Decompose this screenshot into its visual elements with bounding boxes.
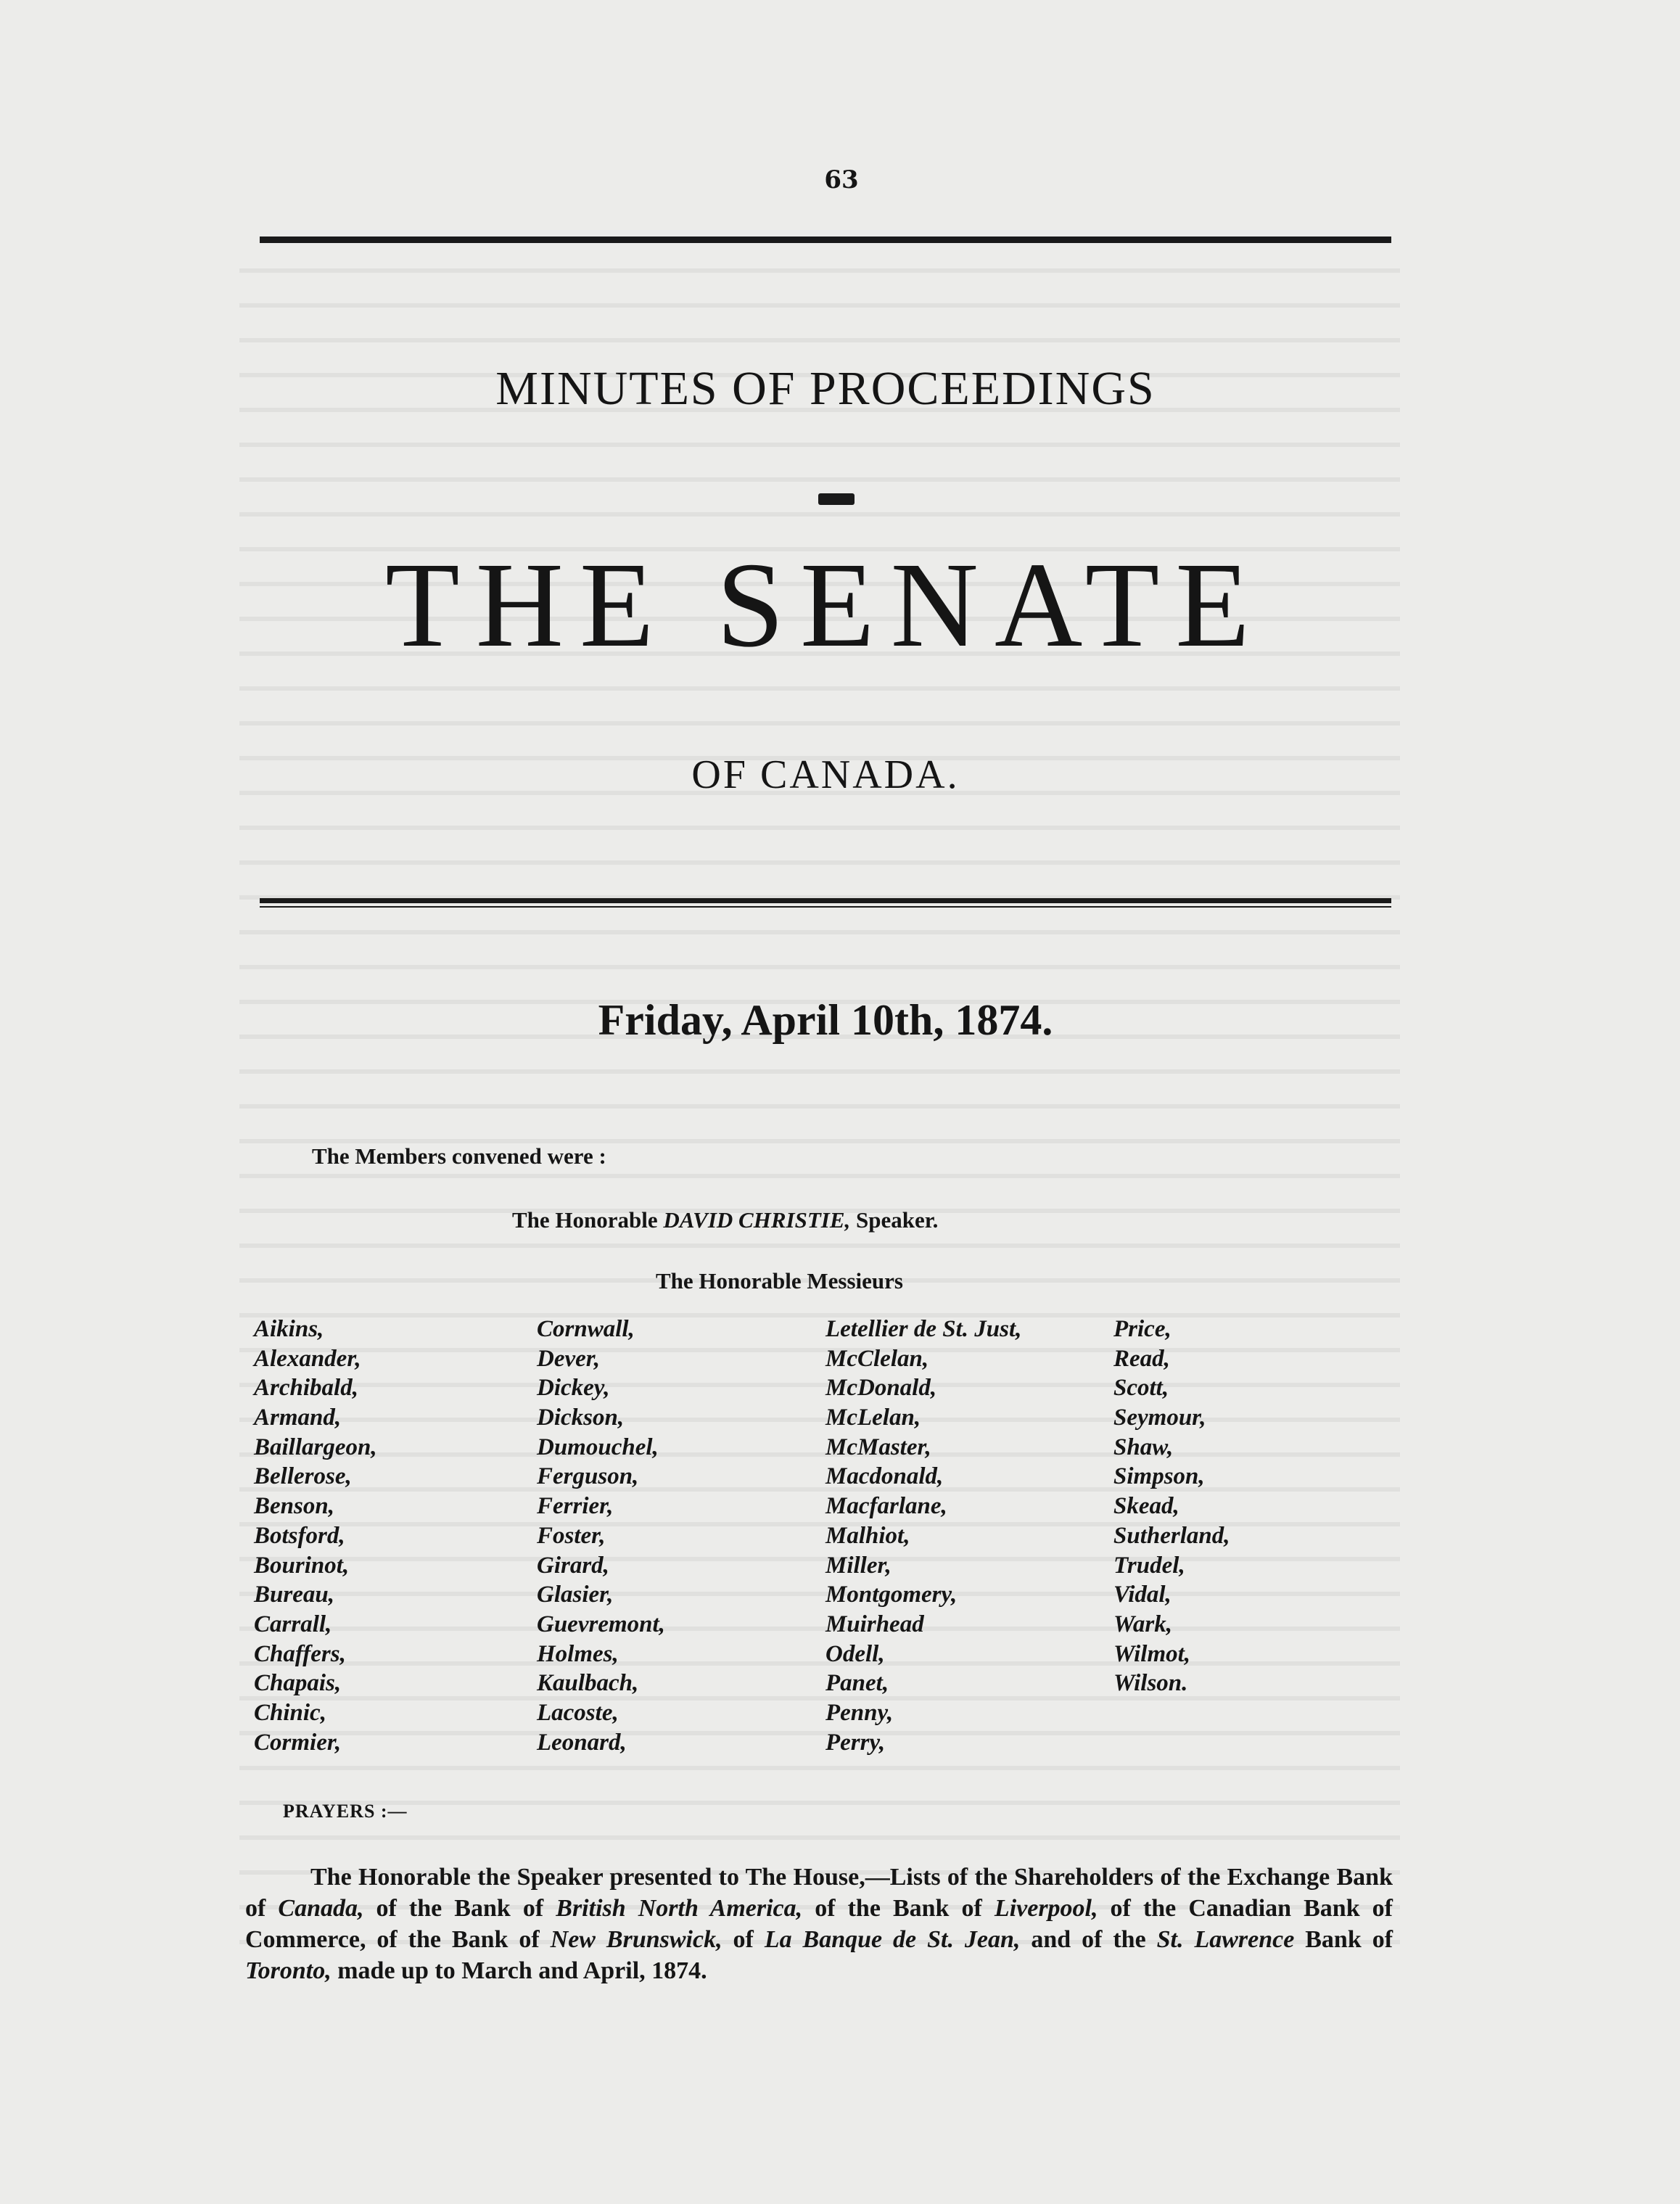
member-name: Simpson, [1113, 1463, 1205, 1490]
member-name: Perry, [825, 1729, 886, 1756]
page-number: 63 [824, 165, 859, 194]
paragraph-text: of the Bank of [802, 1895, 995, 1922]
member-name: Chapais, [254, 1670, 342, 1697]
member-name: Dickson, [537, 1405, 625, 1431]
member-name: Bureau, [254, 1582, 334, 1608]
member-name: Cornwall, [537, 1316, 635, 1342]
shareholders-paragraph [245, 1862, 1393, 1986]
session-date: Friday, April 10th, 1874. [598, 996, 1053, 1044]
members-convened-label: The Members convened were : [312, 1143, 606, 1169]
paragraph-italic: New Brunswick, [550, 1926, 722, 1953]
member-name: Wilson. [1113, 1670, 1188, 1697]
member-name: Alexander, [254, 1345, 361, 1372]
member-name: Price, [1113, 1316, 1172, 1342]
member-name: Baillargeon, [254, 1434, 377, 1460]
member-name: Dumouchel, [537, 1434, 659, 1460]
member-name: Sutherland, [1113, 1522, 1230, 1549]
member-name: Bellerose, [254, 1463, 352, 1490]
member-name: Panet, [825, 1670, 889, 1697]
messieurs-label: The Honorable Messieurs [656, 1268, 903, 1294]
paragraph-text: of [722, 1926, 765, 1953]
senate-heading: THE SENATE [385, 538, 1266, 673]
member-name: Chinic, [254, 1699, 326, 1726]
member-name: Holmes, [537, 1640, 619, 1667]
paragraph-text: Bank of [1294, 1926, 1393, 1953]
member-name: Odell, [825, 1640, 885, 1667]
paragraph-italic: Liverpool, [994, 1895, 1098, 1922]
member-name: Shaw, [1113, 1434, 1174, 1460]
member-name: Wilmot, [1113, 1640, 1191, 1667]
members-column-3 [825, 1315, 1021, 1757]
member-name: Skead, [1113, 1493, 1179, 1520]
member-name: McClelan, [825, 1345, 929, 1372]
member-name: Montgomery, [825, 1582, 958, 1608]
speaker-line [512, 1207, 938, 1233]
member-name: Leonard, [537, 1729, 627, 1756]
speaker-prefix: The Honorable [512, 1207, 664, 1233]
member-name: Benson, [254, 1493, 334, 1520]
member-name: Read, [1113, 1345, 1170, 1372]
member-name: Ferguson, [537, 1463, 639, 1490]
minutes-heading: MINUTES OF PROCEEDINGS [495, 362, 1156, 415]
paragraph-text: of the Canadian Bank of Commerce, of the Bank of [245, 1895, 1393, 1953]
paragraph-italic: Canada, [278, 1895, 364, 1922]
paragraph-text: made up to March and April, 1874. [331, 1957, 707, 1984]
paragraph-italic: British North America, [556, 1895, 803, 1922]
member-name: Girard, [537, 1552, 609, 1579]
prayers-label: PRAYERS :— [283, 1801, 408, 1822]
member-name: Carrall, [254, 1611, 332, 1637]
ornament-dash [818, 493, 855, 505]
member-name: Foster, [537, 1522, 606, 1549]
member-name: Penny, [825, 1699, 894, 1726]
paragraph-text: of the Bank of [363, 1895, 556, 1922]
top-double-rule [260, 234, 1391, 243]
member-name: McLelan, [825, 1405, 921, 1431]
member-name: Vidal, [1113, 1582, 1172, 1608]
member-name: Wark, [1113, 1611, 1172, 1637]
speaker-name: DAVID CHRISTIE, [663, 1207, 851, 1233]
member-name: Seymour, [1113, 1405, 1206, 1431]
member-name: Macfarlane, [825, 1493, 947, 1520]
member-name: Letellier de St. Just, [825, 1316, 1022, 1342]
member-name: Botsford, [254, 1522, 345, 1549]
member-name: Glasier, [537, 1582, 614, 1608]
member-name: Dever, [537, 1345, 601, 1372]
member-name: McMaster, [825, 1434, 931, 1460]
paragraph-text: The Honorable the Speaker presented to The House,—Lists of the Shareholders of the Exchange Bank of [245, 1864, 1393, 1922]
paragraph-text: and of the [1020, 1926, 1157, 1953]
member-name: Ferrier, [537, 1493, 614, 1520]
member-name: Archibald, [254, 1375, 358, 1402]
member-name: Scott, [1113, 1375, 1169, 1402]
member-name: Lacoste, [537, 1699, 619, 1726]
paragraph-italic: St. Lawrence [1156, 1926, 1295, 1953]
member-name: Aikins, [254, 1316, 324, 1342]
member-name: Miller, [825, 1552, 892, 1579]
member-name: Cormier, [254, 1729, 342, 1756]
members-column-1 [254, 1315, 377, 1757]
paragraph-italic: Toronto, [245, 1957, 332, 1984]
member-name: Armand, [254, 1405, 342, 1431]
members-column-2 [537, 1315, 665, 1757]
member-name: McDonald, [825, 1375, 937, 1402]
member-name: Chaffers, [254, 1640, 346, 1667]
member-name: Trudel, [1113, 1552, 1185, 1579]
member-name: Guevremont, [537, 1611, 665, 1637]
of-canada-heading: OF CANADA. [691, 752, 960, 797]
member-name: Macdonald, [825, 1463, 944, 1490]
members-column-4 [1113, 1315, 1230, 1698]
member-name: Kaulbach, [537, 1670, 639, 1697]
paragraph-italic: La Banque de St. Jean, [764, 1926, 1021, 1953]
member-name: Dickey, [537, 1375, 610, 1402]
bottom-double-rule [260, 898, 1391, 908]
member-name: Malhiot, [825, 1522, 910, 1549]
member-name: Bourinot, [254, 1552, 350, 1579]
member-name: Muirhead [825, 1611, 924, 1637]
speaker-suffix: Speaker. [850, 1207, 939, 1233]
bleed-through-texture [239, 268, 1400, 1973]
